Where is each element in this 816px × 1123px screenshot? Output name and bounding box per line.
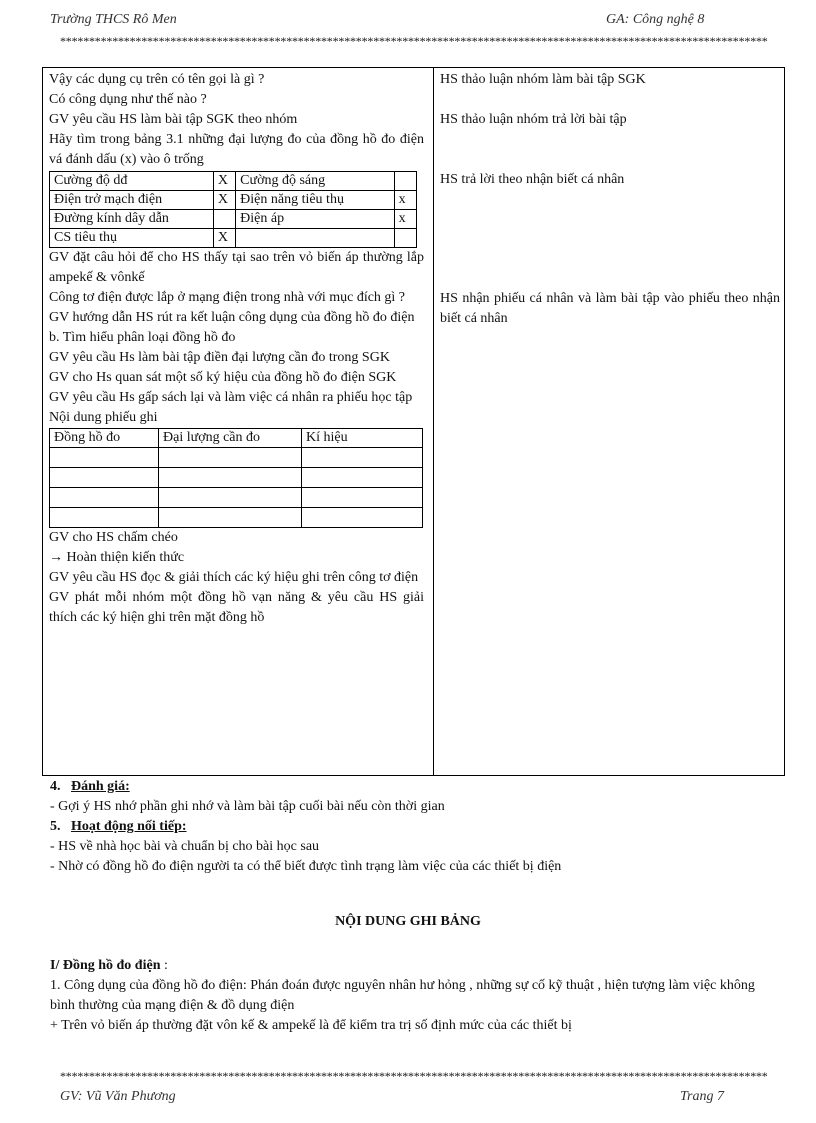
left-line: b. Tìm hiểu phân loại đồng hồ đo — [49, 330, 236, 345]
table-cell — [394, 229, 416, 248]
table-header-row — [50, 429, 423, 448]
table-cell — [236, 229, 395, 248]
table-cell: x — [394, 191, 416, 210]
left-line: GV yêu cầu HS làm bài tập SGK theo nhóm — [49, 112, 298, 127]
table-cell: Điện trở mạch điện — [50, 191, 214, 210]
board-title: NỘI DUNG GHI BẢNG — [335, 914, 481, 929]
column-divider — [433, 68, 434, 775]
table-row — [50, 172, 417, 191]
section-4-text: - Gợi ý HS nhớ phần ghi nhớ và làm bài tập cuối bài nếu còn thời gian — [50, 799, 445, 814]
teacher-name: GV: Vũ Văn Phương — [60, 1089, 176, 1104]
column-header: Đồng hồ đo — [50, 429, 159, 448]
right-line: HS thảo luận nhóm trả lời bài tập — [440, 112, 627, 127]
left-line: Công tơ điện được lắp ở mạng điện trong nhà với mục đích gì ? — [49, 290, 406, 305]
left-line: Vậy các dụng cụ trên có tên gọi là gì ? — [49, 72, 265, 87]
table-cell: Cường độ dđ — [50, 172, 214, 191]
table-cell: Điện áp — [236, 210, 395, 229]
table-cell — [50, 448, 159, 468]
table-cell — [302, 448, 423, 468]
section-5-line: - Nhờ có đồng hồ đo điện người ta có thể biết được tình trạng làm việc của các thiết bị điện — [50, 859, 562, 874]
section-5-line: - HS về nhà học bài và chuẩn bị cho bài học sau — [50, 839, 320, 854]
left-line: Nội dung phiếu ghi — [49, 410, 158, 425]
table-cell — [213, 210, 235, 229]
left-line: Hãy tìm trong bảng 3.1 những đại lượng đo của đồng hồ đo điện vá đánh dấu (x) vào ô trống — [49, 132, 424, 167]
table-row — [50, 191, 417, 210]
notes-heading-suffix: : — [160, 958, 168, 973]
lesson-table — [42, 67, 785, 776]
section-number: 4. — [50, 779, 61, 794]
left-line: GV yêu cầu HS đọc & giải thích các ký hiệu ghi trên công tơ điện — [49, 570, 419, 585]
right-line: HS trả lời theo nhận biết cá nhân — [440, 172, 625, 187]
table-cell — [50, 508, 159, 528]
school-name: Trường THCS Rô Men — [50, 12, 177, 27]
table-row — [50, 229, 417, 248]
table-cell: Cường độ sáng — [236, 172, 395, 191]
footer-divider: ************************************************************************************************************************** — [60, 1071, 768, 1081]
table-cell — [159, 488, 302, 508]
closing-sections — [50, 777, 770, 877]
section-number: 5. — [50, 819, 61, 834]
table-cell: x — [394, 210, 416, 229]
table-cell — [159, 448, 302, 468]
notes-heading-text: I/ Đồng hồ đo điện — [50, 958, 161, 973]
header-divider: ************************************************************************************************************************** — [60, 36, 768, 46]
table-cell — [302, 488, 423, 508]
table-row — [50, 508, 423, 528]
table-row — [50, 210, 417, 229]
teacher-activity-column — [49, 70, 424, 628]
table-cell: X — [213, 229, 235, 248]
section-5-heading — [50, 817, 770, 837]
left-line: GV hướng dẫn HS rút ra kết luận công dụng của đồng hồ đo điện — [49, 310, 415, 325]
table-cell: X — [213, 191, 235, 210]
table-row — [50, 448, 423, 468]
left-line: GV cho HS chấm chéo — [49, 530, 178, 545]
table-cell — [159, 508, 302, 528]
left-line: → Hoàn thiện kiến thức — [49, 550, 185, 565]
column-header: Đại lượng cần đo — [159, 429, 302, 448]
worksheet-table — [49, 428, 423, 528]
left-line: Có công dụng như thế nào ? — [49, 92, 207, 107]
table-cell: CS tiêu thụ — [50, 229, 214, 248]
table-cell: Đường kính dây dẫn — [50, 210, 214, 229]
section-title: Hoạt động nối tiếp: — [71, 819, 187, 834]
table-cell — [394, 172, 416, 191]
table-cell — [50, 468, 159, 488]
table-row — [50, 488, 423, 508]
table-cell — [302, 508, 423, 528]
table-row — [50, 468, 423, 488]
left-line: GV yêu cầu Hs làm bài tập điền đại lượng cần đo trong SGK — [49, 350, 390, 365]
subject-label: GA: Công nghệ 8 — [606, 12, 705, 27]
left-line: GV yêu cầu Hs gấp sách lại và làm việc cá nhân ra phiếu học tập — [49, 390, 413, 405]
left-line: GV đặt câu hỏi để cho HS thấy tại sao trên vỏ biến áp thường lắp ampekế & vônkế — [49, 250, 424, 285]
page-number: Trang 7 — [680, 1089, 724, 1104]
section-title: Đánh giá: — [71, 779, 130, 794]
notes-heading — [50, 956, 780, 976]
notes-line: + Trên vỏ biến áp thường đặt vôn kế & ampekế là để kiểm tra trị số định mức của các thiết bị — [50, 1018, 572, 1033]
left-line: GV phát mỗi nhóm một đồng hồ vạn năng & yêu cầu HS giải thích các ký hiện ghi trên mặt đồng hồ — [49, 590, 424, 625]
table-cell — [159, 468, 302, 488]
table-cell — [302, 468, 423, 488]
table-cell: Điện năng tiêu thụ — [236, 191, 395, 210]
section-4-heading — [50, 777, 770, 797]
table-cell — [50, 488, 159, 508]
board-notes — [50, 956, 780, 1036]
right-line: HS nhận phiếu cá nhân và làm bài tập vào phiếu theo nhận biết cá nhân — [440, 291, 780, 326]
right-line: HS thảo luận nhóm làm bài tập SGK — [440, 72, 646, 87]
left-line: GV cho Hs quan sát một số ký hiệu của đồng hồ đo điện SGK — [49, 370, 397, 385]
quantity-table — [49, 171, 417, 248]
notes-line: 1. Công dụng của đồng hồ đo điện: Phán đoán được nguyên nhân hư hỏng , những sự cố kỹ thuật , hiện tượng làm việc không bình thường của mạng điện & đồ dụng điện — [50, 978, 755, 1013]
table-cell: X — [213, 172, 235, 191]
column-header: Kí hiệu — [302, 429, 423, 448]
